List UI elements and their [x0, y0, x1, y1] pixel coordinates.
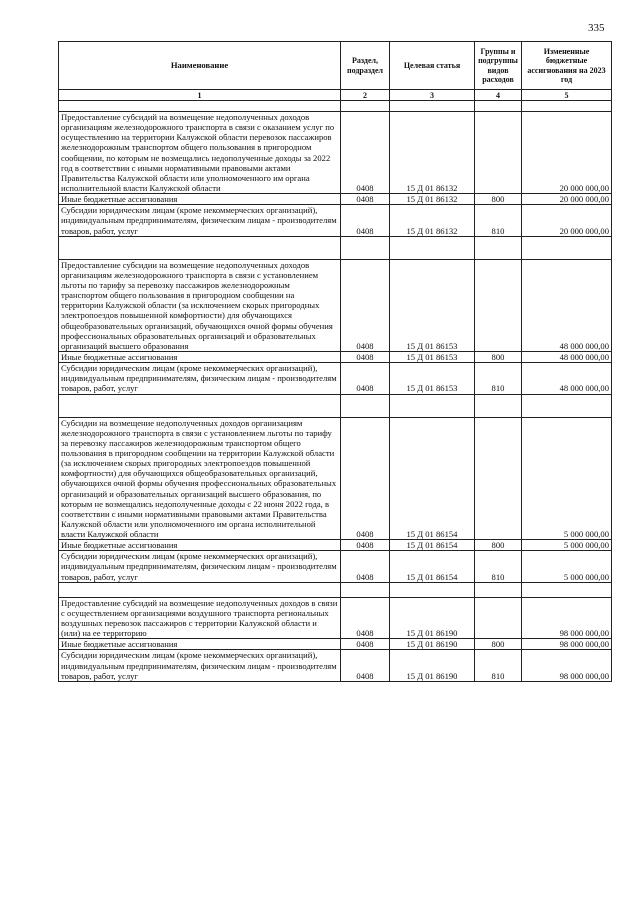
row-section: 0408 — [341, 597, 390, 639]
row-name: Предоставление субсидии на возмещение недополученных доходов организациям железнодорожного транспорта в связи с установлением льготы по тарифу за перевозку пассажиров железнодорожным транспортом общего пользования в пригородном сообщении на территории Калужской области (за исключением скорых пригородных электропоездов повышенной комфортности) для обучающихся общеобразовательных организаций, обучающихся очной формы обучения профессиональных образовательных организаций и образовательных организаций высшего образования — [59, 259, 341, 351]
row-target: 15 Д 01 86153 — [390, 363, 475, 394]
table-row — [59, 259, 612, 351]
row-group: 800 — [475, 639, 522, 650]
row-section: 0408 — [341, 551, 390, 582]
spacer-cell — [522, 101, 612, 112]
table-body — [59, 101, 612, 682]
header-name: Наименование — [59, 42, 341, 90]
budget-table — [58, 41, 612, 682]
page-number: 335 — [588, 22, 605, 34]
row-name: Предоставление субсидий на возмещение недополученных доходов организациям железнодорожного транспорта в связи с оказанием услуг по осуществлению на территории Калужской области перевозок пассажиров железнодорожным транспортом общего пользования в пригородном сообщении, по которым не возмещались недополученные доходы за 2022 год в соответствии с иными нормативными правовыми актами Правительства Калужской области или уполномоченного им органа исполнительной власти Калужской области — [59, 112, 341, 194]
row-section: 0408 — [341, 259, 390, 351]
spacer-cell — [341, 582, 390, 597]
row-name: Субсидии юридическим лицам (кроме некоммерческих организаций), индивидуальным предпринимателям, физическим лицам - производителям товаров, работ, услуг — [59, 551, 341, 582]
row-amount: 48 000 000,00 — [522, 363, 612, 394]
row-amount: 48 000 000,00 — [522, 259, 612, 351]
row-section: 0408 — [341, 112, 390, 194]
spacer-cell — [390, 101, 475, 112]
row-amount: 20 000 000,00 — [522, 194, 612, 205]
row-target: 15 Д 01 86154 — [390, 551, 475, 582]
row-name: Субсидии юридическим лицам (кроме некоммерческих организаций), индивидуальным предпринимателям, физическим лицам - производителям товаров, работ, услуг — [59, 363, 341, 394]
spacer-cell — [390, 394, 475, 417]
block-spacer — [59, 236, 612, 259]
spacer-cell — [59, 394, 341, 417]
spacer-cell — [341, 394, 390, 417]
spacer-cell — [341, 236, 390, 259]
row-target: 15 Д 01 86132 — [390, 194, 475, 205]
row-section: 0408 — [341, 363, 390, 394]
column-number: 2 — [341, 90, 390, 101]
table-row — [59, 551, 612, 582]
spacer-cell — [475, 394, 522, 417]
row-name: Иные бюджетные ассигнования — [59, 194, 341, 205]
row-target: 15 Д 01 86132 — [390, 112, 475, 194]
row-target: 15 Д 01 86190 — [390, 650, 475, 681]
column-number: 4 — [475, 90, 522, 101]
row-name: Субсидии юридическим лицам (кроме некоммерческих организаций), индивидуальным предпринимателям, физическим лицам - производителям товаров, работ, услуг — [59, 650, 341, 681]
row-target: 15 Д 01 86190 — [390, 639, 475, 650]
row-section: 0408 — [341, 194, 390, 205]
table-row — [59, 417, 612, 540]
spacer-cell — [522, 236, 612, 259]
spacer-cell — [522, 582, 612, 597]
block-spacer — [59, 394, 612, 417]
spacer-cell — [341, 101, 390, 112]
table-row — [59, 205, 612, 236]
row-group: 810 — [475, 205, 522, 236]
row-group: 800 — [475, 194, 522, 205]
spacer-cell — [475, 582, 522, 597]
table-row — [59, 639, 612, 650]
header-amount: Измененные бюджетные ассигнования на 2023 год — [522, 42, 612, 90]
row-group: 800 — [475, 540, 522, 551]
row-amount: 20 000 000,00 — [522, 112, 612, 194]
table-row — [59, 112, 612, 194]
row-target: 15 Д 01 86132 — [390, 205, 475, 236]
table-row — [59, 650, 612, 681]
spacer-cell — [390, 582, 475, 597]
block-spacer — [59, 101, 612, 112]
spacer-cell — [475, 101, 522, 112]
table-row — [59, 597, 612, 639]
row-group — [475, 417, 522, 540]
row-target: 15 Д 01 86153 — [390, 259, 475, 351]
header-groups: Группы и подгруппы видов расходов — [475, 42, 522, 90]
row-section: 0408 — [341, 351, 390, 362]
row-name: Предоставление субсидий на возмещение недополученных доходов в связи с осуществлением организациями воздушного транспорта региональных воздушных перевозок пассажиров с территории Калужской области и (или) на ее территорию — [59, 597, 341, 639]
row-group: 810 — [475, 363, 522, 394]
spacer-cell — [59, 582, 341, 597]
row-group: 810 — [475, 551, 522, 582]
row-section: 0408 — [341, 650, 390, 681]
row-group — [475, 112, 522, 194]
column-number: 1 — [59, 90, 341, 101]
row-amount: 5 000 000,00 — [522, 551, 612, 582]
table-row — [59, 363, 612, 394]
column-number: 3 — [390, 90, 475, 101]
row-target: 15 Д 01 86154 — [390, 540, 475, 551]
table-row — [59, 351, 612, 362]
spacer-cell — [522, 394, 612, 417]
row-section: 0408 — [341, 639, 390, 650]
row-target: 15 Д 01 86153 — [390, 351, 475, 362]
block-spacer — [59, 582, 612, 597]
row-amount: 48 000 000,00 — [522, 351, 612, 362]
row-section: 0408 — [341, 540, 390, 551]
row-target: 15 Д 01 86154 — [390, 417, 475, 540]
header-section: Раздел, подраздел — [341, 42, 390, 90]
column-numbers — [59, 90, 612, 101]
column-number: 5 — [522, 90, 612, 101]
row-name: Иные бюджетные ассигнования — [59, 351, 341, 362]
header-target: Целевая статья — [390, 42, 475, 90]
row-name: Иные бюджетные ассигнования — [59, 540, 341, 551]
row-name: Иные бюджетные ассигнования — [59, 639, 341, 650]
row-group: 800 — [475, 351, 522, 362]
row-amount: 5 000 000,00 — [522, 417, 612, 540]
row-group: 810 — [475, 650, 522, 681]
row-name: Субсидии юридическим лицам (кроме некоммерческих организаций), индивидуальным предпринимателям, физическим лицам - производителям товаров, работ, услуг — [59, 205, 341, 236]
spacer-cell — [59, 236, 341, 259]
table-header — [59, 42, 612, 90]
row-amount: 98 000 000,00 — [522, 650, 612, 681]
row-group — [475, 259, 522, 351]
table-row — [59, 540, 612, 551]
row-section: 0408 — [341, 205, 390, 236]
row-target: 15 Д 01 86190 — [390, 597, 475, 639]
row-group — [475, 597, 522, 639]
row-amount: 20 000 000,00 — [522, 205, 612, 236]
spacer-cell — [475, 236, 522, 259]
table-row — [59, 194, 612, 205]
row-amount: 98 000 000,00 — [522, 597, 612, 639]
spacer-cell — [59, 101, 341, 112]
row-section: 0408 — [341, 417, 390, 540]
row-amount: 5 000 000,00 — [522, 540, 612, 551]
row-name: Субсидии на возмещение недополученных доходов организациям железнодорожного транспорта в связи с установлением льготы по тарифу за перевозку пассажиров железнодорожным транспортом общего пользования в пригородном сообщении на территории Калужской области (за исключением скорых пригородных электропоездов повышенной комфортности) для обучающихся общеобразовательных организаций, обучающихся очной формы обучения профессиональных образовательных организаций и образовательных организаций высшего образования, по которым не возмещались недополученные доходы с 22 июня 2022 года, в соответствии с иными нормативными правовыми актами Правительства Калужской области или уполномоченного им органа исполнительной власти Калужской области — [59, 417, 341, 540]
row-amount: 98 000 000,00 — [522, 639, 612, 650]
spacer-cell — [390, 236, 475, 259]
